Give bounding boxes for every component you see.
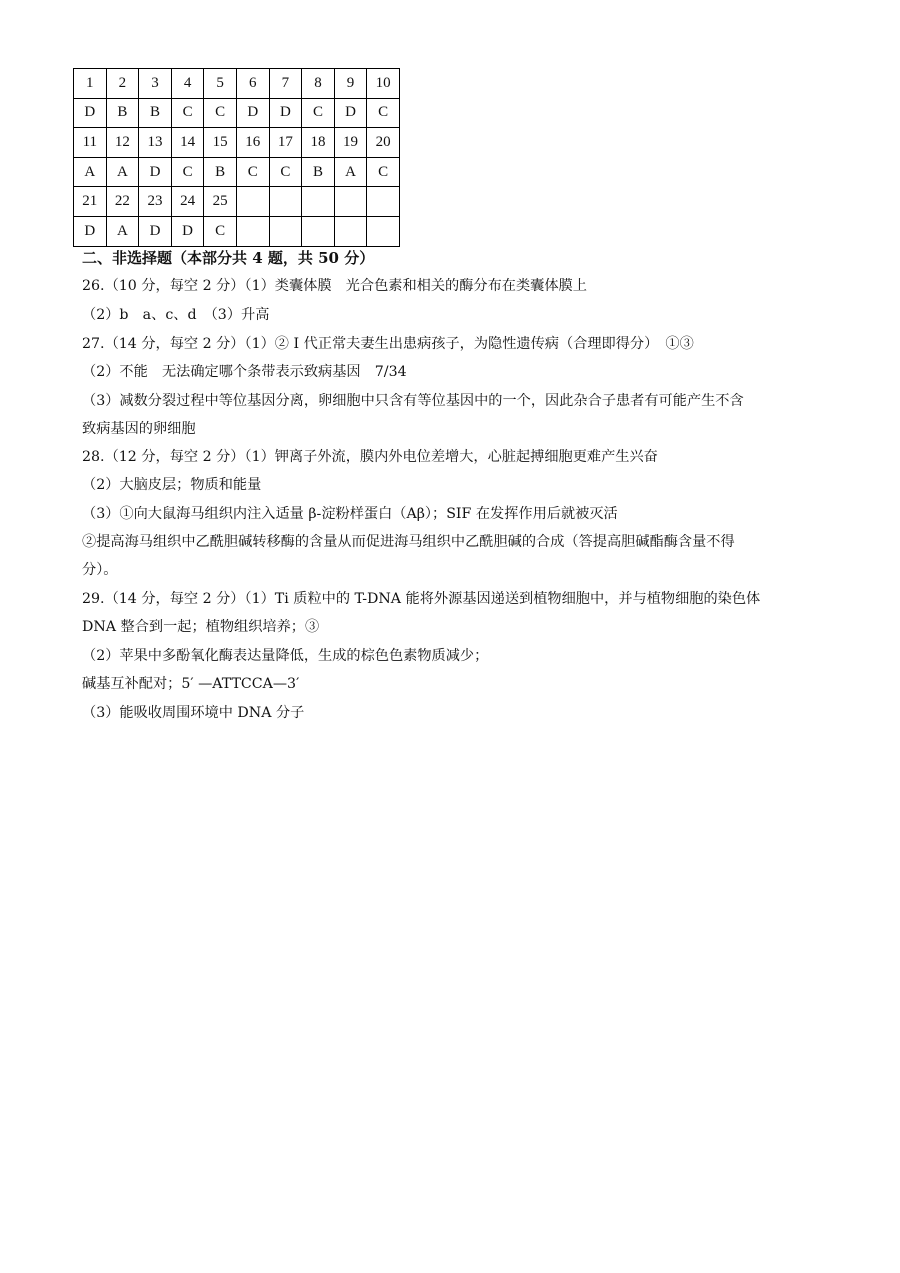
question-number-cell: 6 — [236, 69, 269, 99]
answer-letter-cell: A — [106, 216, 139, 246]
question-number-cell: 7 — [269, 69, 302, 99]
answer-line-27-3-cont: 致病基因的卵细胞 — [82, 421, 196, 437]
answer-line-29-1: 29.（14 分，每空 2 分）（1）Ti 质粒中的 T-DNA 能将外源基因递送到植物细胞中，并与植物细胞的染色体 — [82, 591, 761, 607]
answer-line-28-3-end: 分）。 — [82, 562, 118, 578]
answer-line-29-3: （3）能吸收周围环境中 DNA 分子 — [82, 705, 305, 721]
answer-letter-cell — [367, 216, 400, 246]
answer-letter-cell: A — [334, 157, 367, 187]
answer-line-28-3: （3）①向大鼠海马组织内注入适量 β-淀粉样蛋白（Aβ）；SIF 在发挥作用后就被灭活 — [82, 506, 618, 522]
answer-letter-cell — [236, 216, 269, 246]
answer-line-28-3-b: ②提高海马组织中乙酰胆碱转移酶的含量从而促进海马组织中乙酰胆碱的合成（答提高胆碱酯酶含量不得 — [82, 534, 735, 550]
question-number-cell: 23 — [139, 187, 172, 217]
answer-line-29-2-cont: 碱基互补配对；5′ —ATTCCA—3′ — [82, 676, 300, 692]
answer-letter-cell: D — [171, 216, 204, 246]
answer-letter-cell: C — [269, 157, 302, 187]
answer-letter-cell: C — [236, 157, 269, 187]
answer-letter-cell: C — [302, 98, 335, 128]
answer-letter-cell: D — [74, 216, 107, 246]
answer-line-27-1: 27.（14 分，每空 2 分）（1）② I 代正常夫妻生出患病孩子，为隐性遗传病（合理即得分） ①③ — [82, 336, 694, 352]
question-number-cell: 9 — [334, 69, 367, 99]
section-heading: 二、非选择题（本部分共 4 题，共 50 分） — [82, 249, 375, 267]
answer-line-28-2: （2）大脑皮层；物质和能量 — [82, 477, 262, 493]
question-number-cell: 22 — [106, 187, 139, 217]
answer-line-26-1: 26.（10 分，每空 2 分）（1）类囊体膜 光合色素和相关的酶分布在类囊体膜上 — [82, 278, 587, 294]
question-number-cell: 12 — [106, 128, 139, 158]
answer-key-body — [74, 69, 400, 247]
answer-table-row — [74, 216, 400, 246]
answer-letter-cell: D — [236, 98, 269, 128]
question-number-cell: 24 — [171, 187, 204, 217]
question-number-cell: 10 — [367, 69, 400, 99]
question-number-cell — [236, 187, 269, 217]
answer-letter-cell: D — [334, 98, 367, 128]
answer-key-table — [73, 68, 400, 247]
question-number-cell: 18 — [302, 128, 335, 158]
question-number-cell: 16 — [236, 128, 269, 158]
answer-line-29-2: （2）苹果中多酚氧化酶表达量降低，生成的棕色色素物质减少； — [82, 648, 489, 664]
answer-letter-cell: C — [367, 98, 400, 128]
question-number-cell: 4 — [171, 69, 204, 99]
answer-line-27-3: （3）减数分裂过程中等位基因分离，卵细胞中只含有等位基因中的一个，因此杂合子患者有可能产生不含 — [82, 393, 744, 409]
question-number-cell: 14 — [171, 128, 204, 158]
question-number-cell — [367, 187, 400, 217]
answer-letter-cell: B — [302, 157, 335, 187]
question-number-cell — [302, 187, 335, 217]
answer-table-row — [74, 157, 400, 187]
answer-table-row — [74, 69, 400, 99]
answer-line-28-1: 28.（12 分，每空 2 分）（1）钾离子外流，膜内外电位差增大，心脏起搏细胞更难产生兴奋 — [82, 449, 658, 465]
question-number-cell — [334, 187, 367, 217]
question-number-cell: 5 — [204, 69, 237, 99]
answer-letter-cell: A — [106, 157, 139, 187]
answer-letter-cell: B — [139, 98, 172, 128]
answer-table-row — [74, 128, 400, 158]
question-number-cell: 15 — [204, 128, 237, 158]
answer-line-29-1-cont: DNA 整合到一起；植物组织培养；③ — [82, 619, 320, 635]
answer-letter-cell: C — [171, 157, 204, 187]
question-number-cell: 20 — [367, 128, 400, 158]
answer-letter-cell: D — [74, 98, 107, 128]
answer-table-row — [74, 98, 400, 128]
answer-letter-cell — [269, 216, 302, 246]
question-number-cell: 17 — [269, 128, 302, 158]
question-number-cell: 3 — [139, 69, 172, 99]
answer-line-27-2: （2）不能 无法确定哪个条带表示致病基因 7/34 — [82, 364, 407, 380]
question-number-cell: 8 — [302, 69, 335, 99]
answer-letter-cell — [334, 216, 367, 246]
answer-letter-cell — [302, 216, 335, 246]
answer-letter-cell: B — [204, 157, 237, 187]
answer-letter-cell: C — [204, 98, 237, 128]
answer-letter-cell: D — [139, 216, 172, 246]
question-number-cell — [269, 187, 302, 217]
answer-table-row — [74, 187, 400, 217]
question-number-cell: 11 — [74, 128, 107, 158]
answer-letter-cell: A — [74, 157, 107, 187]
question-number-cell: 21 — [74, 187, 107, 217]
answer-letter-cell: D — [139, 157, 172, 187]
answer-letter-cell: C — [204, 216, 237, 246]
question-number-cell: 13 — [139, 128, 172, 158]
question-number-cell: 1 — [74, 69, 107, 99]
answer-line-26-2: （2）b a、c、d （3）升高 — [82, 307, 270, 323]
question-number-cell: 25 — [204, 187, 237, 217]
answer-letter-cell: C — [367, 157, 400, 187]
answer-letter-cell: B — [106, 98, 139, 128]
answer-letter-cell: C — [171, 98, 204, 128]
question-number-cell: 2 — [106, 69, 139, 99]
answer-letter-cell: D — [269, 98, 302, 128]
question-number-cell: 19 — [334, 128, 367, 158]
